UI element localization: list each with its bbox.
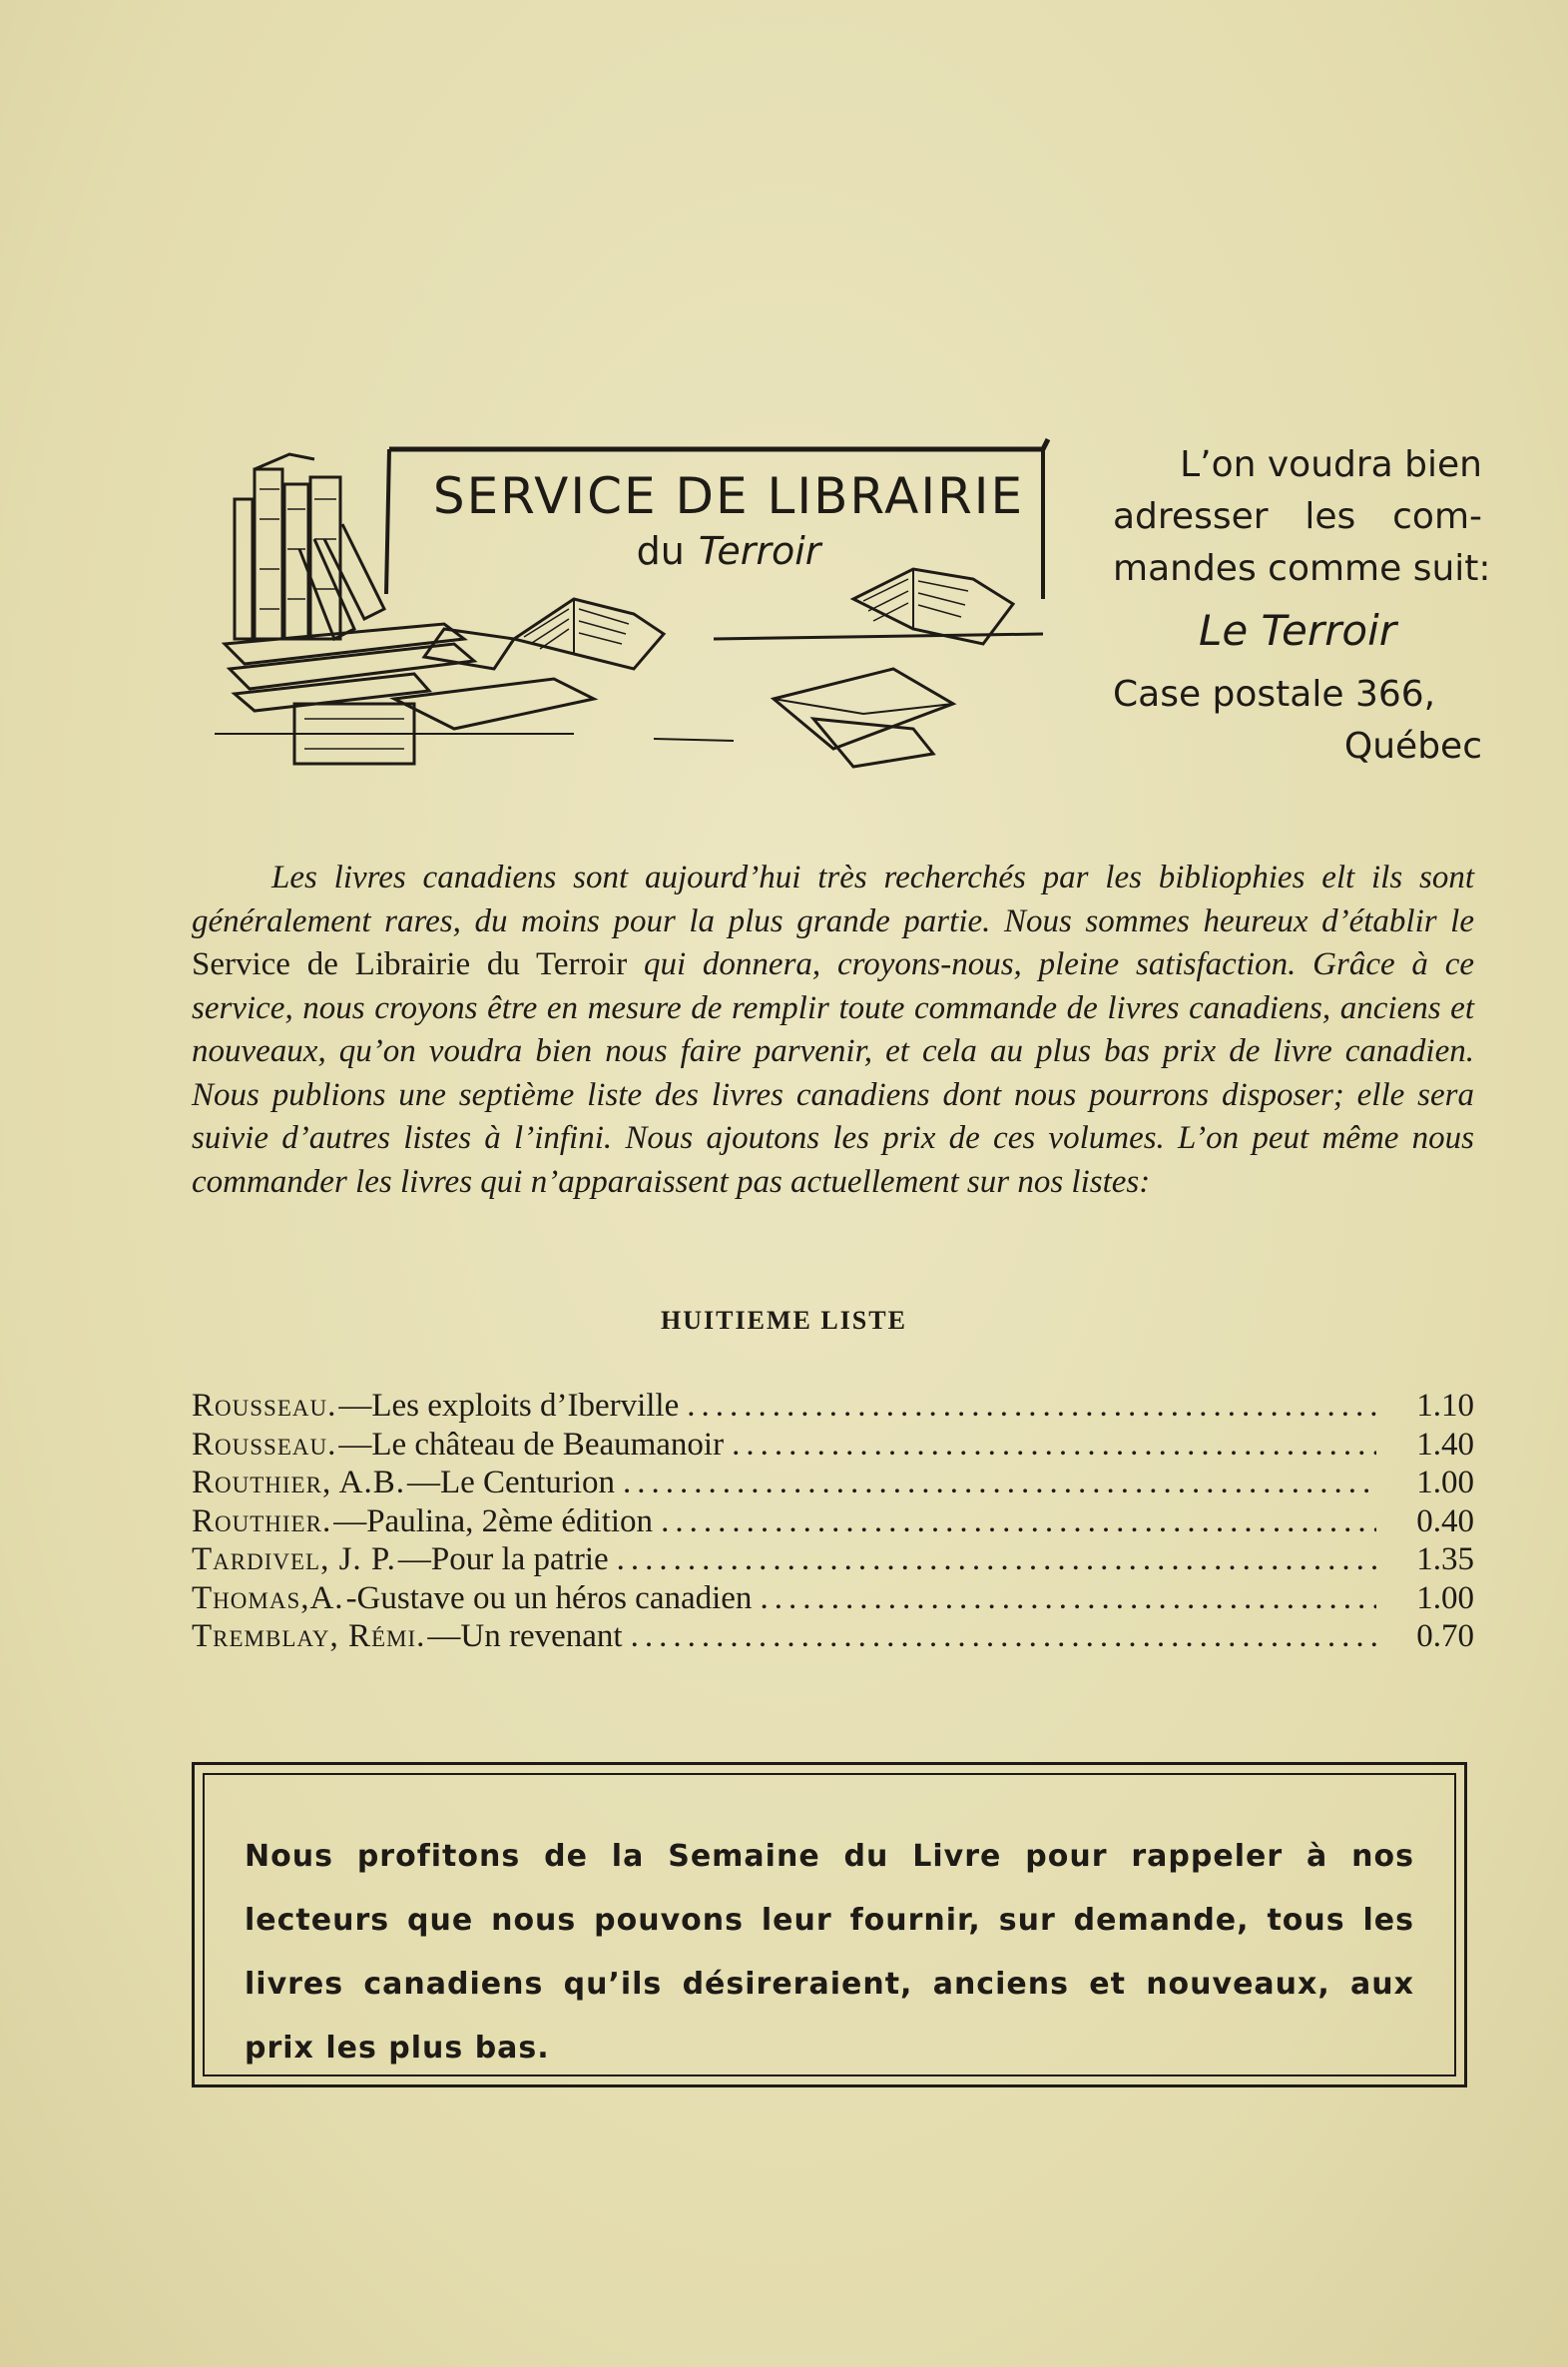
address-city: Québec [1343, 726, 1482, 767]
intro-service-name: Service de Librairie du Terroir [192, 946, 628, 982]
book-title: —Les exploits d’Iberville [338, 1388, 680, 1424]
notice-box [192, 1762, 1467, 2087]
book-price: 0.40 [1416, 1502, 1474, 1539]
book-price: 1.35 [1416, 1541, 1474, 1577]
librairie-logo [215, 429, 1063, 789]
leader-dots [687, 1388, 1376, 1425]
book-price: 1.00 [1416, 1579, 1474, 1616]
list-item [192, 1580, 1474, 1619]
logo-subtitle [419, 529, 1038, 573]
address-name: Le Terroir [1198, 606, 1397, 655]
intro-paragraph [192, 857, 1474, 1204]
leader-dots [732, 1427, 1376, 1464]
address-line-1: L’on voudra bien [1180, 444, 1482, 485]
intro-part-2: qui donnera, croyons-nous, pleine satisfaction. Grâce à ce service, nous croyons être en mesure de remplir toute commande de livres canadiens, anciens et nouveaux, qu’on voudra bien nous faire parvenir, et cela au plus bas prix de livre canadien. Nous publions une septième liste des livres canadiens dont nous pourrons disposer; elle sera suivie d’autres listes à l’infini. Nous ajoutons les prix de ces volumes. L’on peut même nous commander les livres qui n’apparaissent pas actuellement sur nos listes: [192, 946, 1475, 1200]
list-item [192, 1465, 1474, 1503]
logo-subtitle-prefix: du [636, 529, 685, 573]
leader-dots [623, 1465, 1376, 1501]
logo-subtitle-name: Terroir [698, 529, 821, 573]
list-item [192, 1427, 1474, 1466]
notice-text: Nous profitons de la Semaine du Livre pour rappeler à nos lecteurs que nous pouvons leur fournir, sur demande, tous les livres canadiens qu’ils désireraient, anciens et nouveaux, aux prix les plus bas. [245, 1839, 1414, 2066]
book-title: —Un revenant [427, 1618, 623, 1654]
book-author: Tremblay, Rémi. [192, 1618, 426, 1654]
logo-title: SERVICE DE LIBRAIRIE [432, 467, 1025, 525]
book-price: 0.70 [1416, 1618, 1474, 1654]
intro-part-1: Les livres canadiens sont aujourd’hui très recherchés par les bibliophies elt ils sont généralement rares, du moins pour la plus grande partie. Nous sommes heureux d’établir le [192, 860, 1474, 939]
book-author: Routhier, A.B. [192, 1465, 405, 1500]
list-heading: HUITIEME LISTE [661, 1306, 907, 1335]
book-price: 1.40 [1416, 1426, 1474, 1463]
list-item [192, 1388, 1474, 1427]
book-author: Tardivel, J. P. [192, 1541, 396, 1577]
leader-dots [760, 1580, 1376, 1617]
list-item [192, 1618, 1474, 1657]
book-title: —Pour la patrie [397, 1541, 609, 1577]
address-postbox: Case postale 366, [1113, 674, 1436, 715]
book-title: -Gustave ou un héros canadien [345, 1579, 753, 1616]
leader-dots [631, 1618, 1376, 1655]
leader-dots [661, 1503, 1376, 1540]
book-title: —Le château de Beaumanoir [338, 1426, 725, 1463]
book-author: Thomas,A. [192, 1579, 344, 1616]
book-author: Routhier. [192, 1502, 332, 1539]
address-line-3: mandes comme suit: [1113, 548, 1491, 589]
address-line-2: adresser les com- [1113, 496, 1482, 537]
list-item [192, 1541, 1474, 1580]
header-block [215, 429, 1491, 799]
book-price: 1.00 [1416, 1465, 1474, 1500]
leader-dots [617, 1541, 1376, 1578]
book-title: —Paulina, 2ème édition [333, 1502, 654, 1539]
book-title: —Le Centurion [406, 1465, 616, 1500]
book-price: 1.10 [1416, 1388, 1474, 1424]
book-author: Rousseau. [192, 1388, 337, 1424]
book-list [192, 1388, 1474, 1657]
list-item [192, 1503, 1474, 1542]
book-author: Rousseau. [192, 1426, 337, 1463]
order-address [1113, 439, 1491, 773]
